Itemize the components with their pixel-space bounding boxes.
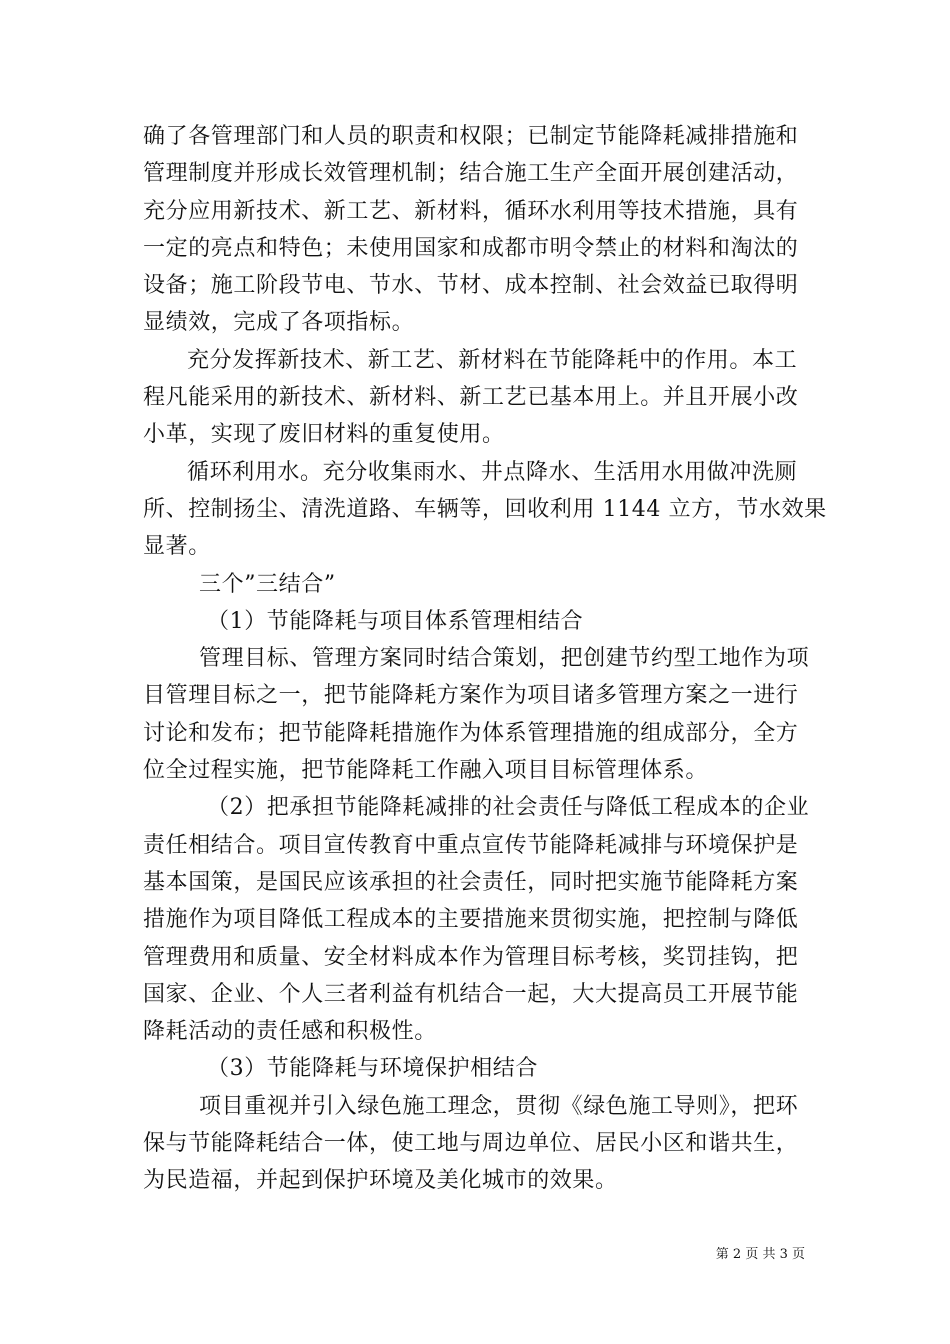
section-heading: 三个”三结合” [199,571,336,597]
text-line: 所、控制扬尘、清洗道路、车辆等，回收利用 1144 立方，节水效果 [143,496,827,522]
subsection-heading: （2）把承担节能降耗减排的社会责任与降低工程成本的企业 [207,795,810,821]
text-line: 管理费用和质量、安全材料成本作为管理目标考核，奖罚挂钩，把 [143,944,799,970]
text-line: 降耗活动的责任感和积极性。 [143,1019,437,1045]
subsection-heading: （3）节能降耗与环境保护相结合 [207,1056,538,1082]
text-line: 一定的亮点和特色；未使用国家和成都市明令禁止的材料和淘汰的 [143,235,799,261]
text-line: 设备；施工阶段节电、节水、节材、成本控制、社会效益已取得明 [143,273,799,299]
text-line: 显绩效，完成了各项指标。 [143,310,415,336]
text-line: 确了各管理部门和人员的职责和权限；已制定节能降耗减排措施和 [143,124,799,149]
text-line: 保与节能降耗结合一体，使工地与周边单位、居民小区和谐共生， [143,1131,799,1157]
text-line: 措施作为项目降低工程成本的主要措施来贯彻实施，把控制与降低 [143,907,799,933]
text-line: 小革，实现了废旧材料的重复使用。 [143,422,505,448]
text-line: 程凡能采用的新技术、新材料、新工艺已基本用上。并且开展小改 [143,385,799,411]
text-line: 国家、企业、个人三者利益有机结合一起，大大提高员工开展节能 [143,981,799,1007]
subsection-heading: （1）节能降耗与项目体系管理相结合 [207,608,584,634]
text-line: 责任相结合。项目宣传教育中重点宣传节能降耗减排与环境保护是 [143,832,799,858]
text-line: 基本国策，是国民应该承担的社会责任，同时把实施节能降耗方案 [143,869,799,895]
paragraph-start-line: 项目重视并引入绿色施工理念，贯彻《绿色施工导则》，把环 [199,1093,799,1119]
text-line: 位全过程实施，把节能降耗工作融入项目目标管理体系。 [143,758,709,784]
text-line: 为民造福，并起到保护环境及美化城市的效果。 [143,1168,618,1194]
text-line: 显著。 [143,534,211,560]
paragraph-start-line: 循环利用水。充分收集雨水、井点降水、生活用水用做冲洗厕 [187,459,798,485]
paragraph-start-line: 管理目标、管理方案同时结合策划，把创建节约型工地作为项 [199,646,810,672]
text-line: 目管理目标之一，把节能降耗方案作为项目诸多管理方案之一进行 [143,683,799,709]
text-line: 管理制度并形成长效管理机制；结合施工生产全面开展创建活动， [143,161,799,187]
text-line: 讨论和发布；把节能降耗措施作为体系管理措施的组成部分，全方 [143,720,799,746]
paragraph-start-line: 充分发挥新技术、新工艺、新材料在节能降耗中的作用。本工 [187,347,798,373]
document-body [143,118,827,1200]
page-number-footer: 第 2 页 共 3 页 [715,1247,805,1262]
text-line: 充分应用新技术、新工艺、新材料，循环水利用等技术措施，具有 [143,198,799,224]
